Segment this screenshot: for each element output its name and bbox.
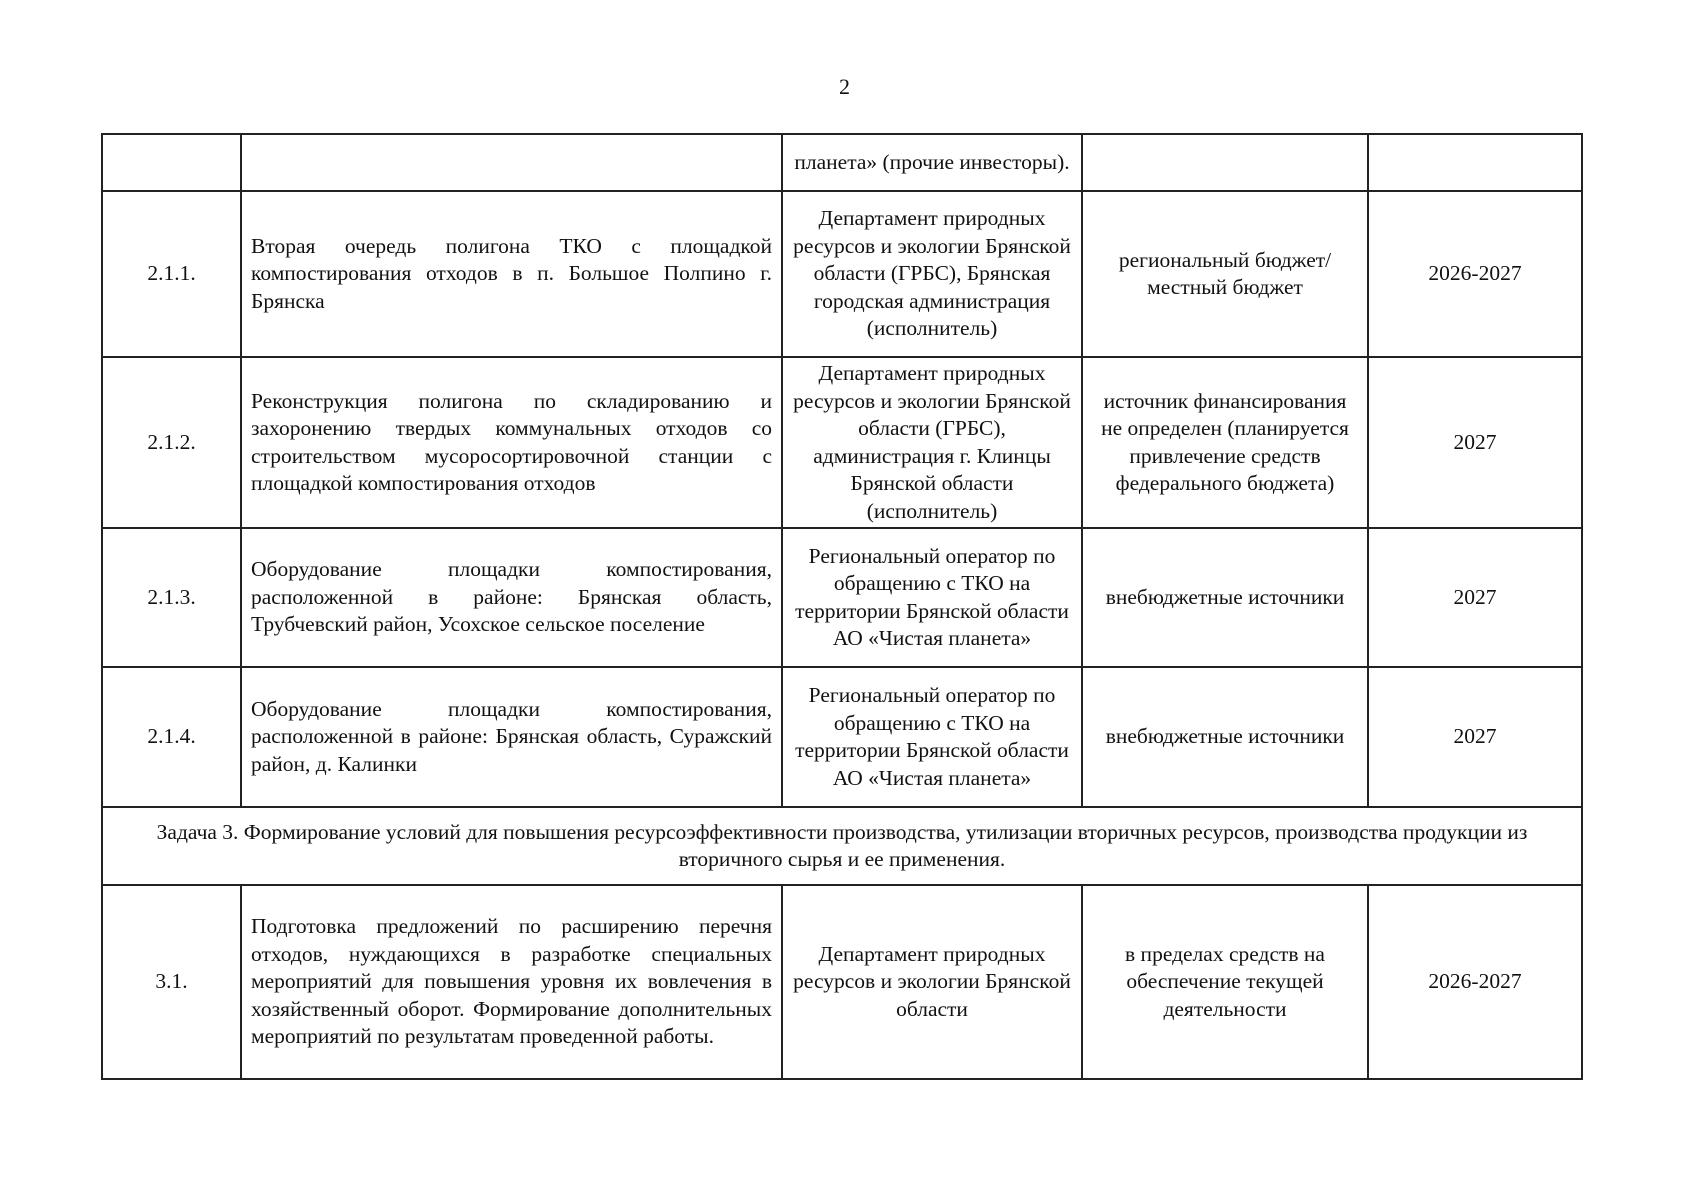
table-row <box>102 667 1582 807</box>
measure-name: Реконструкция полигона по складированию и захоронению твердых коммунальных отходов со строительством мусоросортировочной станции с площадкой компостирования отходов <box>241 357 782 528</box>
implementation-term: 2027 <box>1368 667 1582 807</box>
funding-source: внебюджетные источники <box>1082 528 1368 667</box>
row-number <box>102 134 241 191</box>
row-number: 2.1.4. <box>102 667 241 807</box>
implementation-term: 2027 <box>1368 357 1582 528</box>
funding-source: в пределах средств на обеспечение текущей деятельности <box>1082 885 1368 1079</box>
measure-name: Вторая очередь полигона ТКО с площадкой компостирования отходов в п. Большое Полпино г. Брянска <box>241 191 782 357</box>
measures-table <box>101 133 1583 1080</box>
implementation-term: 2026-2027 <box>1368 191 1582 357</box>
table-row <box>102 191 1582 357</box>
executor: Региональный оператор по обращению с ТКО на территории Брянской области АО «Чистая планета» <box>782 667 1082 807</box>
executor: планета» (прочие инвесторы). <box>782 134 1082 191</box>
executor: Департамент природных ресурсов и экологии Брянской области (ГРБС), администрация г. Клинцы Брянской области (исполнитель) <box>782 357 1082 528</box>
table-row <box>102 528 1582 667</box>
row-number: 2.1.1. <box>102 191 241 357</box>
funding-source: внебюджетные источники <box>1082 667 1368 807</box>
executor: Региональный оператор по обращению с ТКО на территории Брянской области АО «Чистая планета» <box>782 528 1082 667</box>
implementation-term: 2026-2027 <box>1368 885 1582 1079</box>
task-row <box>102 807 1582 885</box>
executor: Департамент природных ресурсов и экологии Брянской области <box>782 885 1082 1079</box>
measure-name: Оборудование площадки компостирования, расположенной в районе: Брянская область, Трубчевский район, Усохское сельское поселение <box>241 528 782 667</box>
row-number: 3.1. <box>102 885 241 1079</box>
measure-name: Оборудование площадки компостирования, расположенной в районе: Брянская область, Суражский район, д. Калинки <box>241 667 782 807</box>
measure-name <box>241 134 782 191</box>
task-3-heading: Задача 3. Формирование условий для повышения ресурсоэффективности производства, утилизации вторичных ресурсов, производства продукции из вторичного сырья и ее применения. <box>102 807 1582 885</box>
funding-source <box>1082 134 1368 191</box>
table-row <box>102 885 1582 1079</box>
row-number: 2.1.2. <box>102 357 241 528</box>
row-number: 2.1.3. <box>102 528 241 667</box>
implementation-term: 2027 <box>1368 528 1582 667</box>
executor: Департамент природных ресурсов и экологии Брянской области (ГРБС), Брянская городская администрация (исполнитель) <box>782 191 1082 357</box>
table-row <box>102 357 1582 528</box>
implementation-term <box>1368 134 1582 191</box>
funding-source: региональный бюджет/местный бюджет <box>1082 191 1368 357</box>
funding-source: источник финансирования не определен (планируется привлечение средств федерального бюджета) <box>1082 357 1368 528</box>
measure-name: Подготовка предложений по расширению перечня отходов, нуждающихся в разработке специальных мероприятий для повышения уровня их вовлечения в хозяйственный оборот. Формирование дополнительных мероприятий по результатам проведенной работы. <box>241 885 782 1079</box>
page-number: 2 <box>839 74 850 99</box>
table-row <box>102 134 1582 191</box>
